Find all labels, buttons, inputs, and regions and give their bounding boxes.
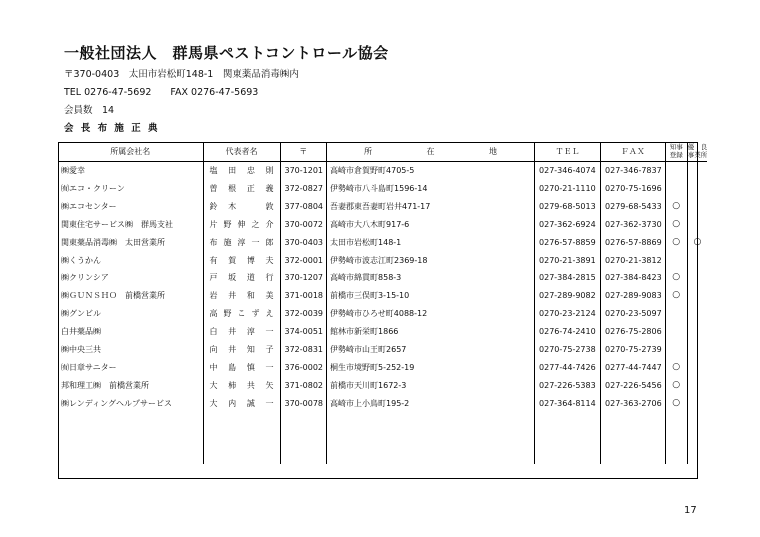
empty-cell [203, 430, 280, 447]
col-fax: ＦＡＸ [601, 142, 666, 162]
empty-cell [327, 430, 535, 447]
empty-cell [665, 413, 687, 430]
member-governor-registered-mark: ○ [665, 234, 687, 252]
member-address: 高崎市倉賀野町4705-5 [327, 162, 535, 180]
empty-cell [665, 430, 687, 447]
member-representative: 戸坂道行 [203, 269, 280, 287]
member-zip: 372-0831 [280, 341, 327, 359]
page-number: 17 [684, 505, 697, 516]
member-representative: 中島慎一 [203, 359, 280, 377]
empty-cell [535, 447, 601, 464]
member-company: 関東薬品消毒㈱ 太田営業所 [61, 237, 165, 247]
member-company: ㈱中央三共 [61, 345, 101, 355]
table-row [58, 305, 707, 323]
table-row [58, 234, 707, 252]
member-tel: 0279-68-5013 [535, 198, 601, 216]
member-company: ㈲日章サニター [61, 362, 117, 372]
member-representative: 大内誠一 [203, 395, 280, 413]
col-gov-line1: 知事 [669, 143, 683, 151]
member-fax: 027-363-2706 [601, 395, 666, 413]
member-company: ㈱愛幸 [61, 166, 85, 175]
member-address: 前橋市三俣町3-15-10 [327, 287, 535, 305]
member-zip: 371-0018 [280, 287, 327, 305]
table-row [58, 323, 707, 341]
member-excellent-business-mark [687, 323, 707, 341]
member-excellent-business-mark [687, 252, 707, 270]
member-zip: 371-0802 [280, 377, 327, 395]
empty-row [58, 413, 707, 430]
empty-cell [687, 413, 707, 430]
member-fax: 0276-75-2806 [601, 323, 666, 341]
member-fax: 0279-68-5433 [601, 198, 666, 216]
member-address: 伊勢崎市ひろせ町4088-12 [327, 305, 535, 323]
member-company: ㈱グンビル [61, 309, 101, 319]
member-excellent-business-mark [687, 162, 707, 180]
empty-cell [687, 447, 707, 464]
member-governor-registered-mark [665, 323, 687, 341]
member-representative: 片野伸之介 [203, 216, 280, 234]
empty-cell [601, 430, 666, 447]
empty-cell [601, 447, 666, 464]
member-governor-registered-mark: ○ [665, 287, 687, 305]
member-tel: 027-364-8114 [535, 395, 601, 413]
table-header-row [58, 142, 707, 162]
member-excellent-business-mark [687, 305, 707, 323]
member-company: 白井薬品㈱ [61, 327, 101, 337]
member-representative: 鈴木 敦 [203, 198, 280, 216]
member-count: 会員数 14 [64, 105, 115, 116]
empty-row [58, 430, 707, 447]
member-fax: 027-226-5456 [601, 377, 666, 395]
member-company: ㈱レンディングヘルプサービス [61, 398, 172, 408]
member-governor-registered-mark [665, 162, 687, 180]
member-address: 桐生市境野町5-252-19 [327, 359, 535, 377]
member-fax: 0276-57-8869 [601, 234, 666, 252]
empty-cell [203, 447, 280, 464]
member-address: 館林市新栄町1866 [327, 323, 535, 341]
member-company: ㈱くうかん [61, 255, 101, 265]
member-address: 高崎市上小鳥町195-2 [327, 395, 535, 413]
member-zip: 372-0039 [280, 305, 327, 323]
member-fax: 027-346-7837 [601, 162, 666, 180]
member-tel: 027-226-5383 [535, 377, 601, 395]
member-fax: 0270-75-2739 [601, 341, 666, 359]
member-company: ㈱エコセンター [61, 201, 117, 211]
table-row [58, 395, 707, 413]
member-governor-registered-mark: ○ [665, 395, 687, 413]
col-address-char-3: 地 [489, 147, 498, 156]
member-representative: 大柿共矢 [203, 377, 280, 395]
member-representative: 塩田忠則 [203, 162, 280, 180]
empty-cell [58, 413, 203, 430]
member-excellent-business-mark [687, 216, 707, 234]
member-address: 伊勢崎市八斗島町1596-14 [327, 180, 535, 198]
member-governor-registered-mark: ○ [665, 198, 687, 216]
empty-row [58, 447, 707, 464]
empty-cell [327, 447, 535, 464]
member-excellent-business-mark [687, 287, 707, 305]
table-row [58, 198, 707, 216]
col-representative: 代表者名 [203, 142, 280, 162]
col-governor-registration [665, 142, 687, 162]
member-company: ㈱クリンシア [61, 273, 109, 283]
member-excellent-business-mark [687, 198, 707, 216]
col-zip: 〒 [280, 142, 327, 162]
member-zip: 370-1207 [280, 269, 327, 287]
col-address-char-2: 在 [426, 147, 435, 156]
col-company: 所属会社名 [58, 142, 203, 162]
member-governor-registered-mark [665, 252, 687, 270]
member-excellent-business-mark [687, 395, 707, 413]
member-tel: 0270-21-1110 [535, 180, 601, 198]
member-excellent-business-mark [687, 359, 707, 377]
table-row [58, 216, 707, 234]
table-row [58, 252, 707, 270]
member-representative: 白井淳一 [203, 323, 280, 341]
chairman-line: 会 長 布 施 正 典 [64, 123, 160, 134]
empty-cell [58, 430, 203, 447]
association-address: 〒370-0403 太田市岩松町148-1 関東薬品消毒㈱内 [64, 69, 299, 80]
col-tel: ＴＥＬ [535, 142, 601, 162]
member-zip: 372-0827 [280, 180, 327, 198]
table-row [58, 180, 707, 198]
col-excellent-business [687, 142, 707, 162]
empty-cell [280, 413, 327, 430]
empty-cell [280, 430, 327, 447]
empty-cell [327, 413, 535, 430]
member-tel: 0270-75-2738 [535, 341, 601, 359]
member-representative: 布施淳一郎 [203, 234, 280, 252]
empty-cell [203, 413, 280, 430]
empty-cell [535, 430, 601, 447]
member-excellent-business-mark: ○ [687, 234, 707, 252]
col-address [327, 142, 535, 162]
member-fax: 027-289-9083 [601, 287, 666, 305]
empty-cell [58, 447, 203, 464]
member-fax: 0270-21-3812 [601, 252, 666, 270]
member-zip: 370-0072 [280, 216, 327, 234]
col-gov-line2: 登録 [669, 150, 683, 159]
member-address: 高崎市大八木町917-6 [327, 216, 535, 234]
member-company: ㈲エコ・クリーン [61, 183, 125, 193]
col-exc-line2: 事業所 [687, 150, 708, 159]
member-governor-registered-mark [665, 341, 687, 359]
member-tel: 027-346-4074 [535, 162, 601, 180]
table-row [58, 377, 707, 395]
member-representative: 向井知子 [203, 341, 280, 359]
member-fax: 0270-75-1696 [601, 180, 666, 198]
member-tel: 0276-57-8859 [535, 234, 601, 252]
member-excellent-business-mark [687, 269, 707, 287]
table-row [58, 287, 707, 305]
member-fax: 027-362-3730 [601, 216, 666, 234]
member-tel: 0277-44-7426 [535, 359, 601, 377]
empty-cell [665, 447, 687, 464]
member-fax: 0270-23-5097 [601, 305, 666, 323]
member-tel: 0270-23-2124 [535, 305, 601, 323]
member-zip: 374-0051 [280, 323, 327, 341]
member-fax: 027-384-8423 [601, 269, 666, 287]
member-governor-registered-mark: ○ [665, 269, 687, 287]
member-table [58, 142, 707, 464]
empty-cell [535, 413, 601, 430]
member-tel: 027-289-9082 [535, 287, 601, 305]
member-address: 伊勢崎市波志江町2369-18 [327, 252, 535, 270]
empty-cell [687, 430, 707, 447]
member-address: 高崎市綿貫町858-3 [327, 269, 535, 287]
member-zip: 370-0403 [280, 234, 327, 252]
member-governor-registered-mark: ○ [665, 216, 687, 234]
member-zip: 376-0002 [280, 359, 327, 377]
member-company: 関東住宅サービス㈱ 群馬支社 [61, 219, 173, 229]
member-representative: 高野こずえ [203, 305, 280, 323]
member-company: 邦和理工㈱ 前橋営業所 [61, 380, 149, 390]
member-representative: 曽根正義 [203, 180, 280, 198]
member-address: 前橋市天川町1672-3 [327, 377, 535, 395]
member-excellent-business-mark [687, 341, 707, 359]
member-company: ㈱ＧＵＮＳＨＯ 前橋営業所 [61, 291, 165, 301]
table-row [58, 162, 707, 180]
member-excellent-business-mark [687, 180, 707, 198]
empty-cell [601, 413, 666, 430]
member-address: 吾妻郡東吾妻町岩井471-17 [327, 198, 535, 216]
table-row [58, 269, 707, 287]
table-row [58, 359, 707, 377]
member-governor-registered-mark [665, 305, 687, 323]
col-address-char-1: 所 [364, 147, 373, 156]
member-tel: 027-362-6924 [535, 216, 601, 234]
member-tel: 0276-74-2410 [535, 323, 601, 341]
col-exc-line1: 優 良 [687, 143, 708, 151]
empty-cell [280, 447, 327, 464]
member-governor-registered-mark [665, 180, 687, 198]
member-tel: 027-384-2815 [535, 269, 601, 287]
member-zip: 372-0001 [280, 252, 327, 270]
table-row [58, 341, 707, 359]
member-zip: 370-1201 [280, 162, 327, 180]
member-address: 太田市岩松町148-1 [327, 234, 535, 252]
member-representative: 岩井和美 [203, 287, 280, 305]
member-tel: 0270-21-3891 [535, 252, 601, 270]
association-tel-fax: TEL 0276-47-5692 FAX 0276-47-5693 [64, 87, 259, 98]
member-zip: 377-0804 [280, 198, 327, 216]
association-title: 一般社団法人 群馬県ペストコントロール協会 [64, 44, 389, 62]
member-fax: 0277-44-7447 [601, 359, 666, 377]
member-excellent-business-mark [687, 377, 707, 395]
member-governor-registered-mark: ○ [665, 377, 687, 395]
member-zip: 370-0078 [280, 395, 327, 413]
member-address: 伊勢崎市山王町2657 [327, 341, 535, 359]
member-representative: 有賀博夫 [203, 252, 280, 270]
member-governor-registered-mark: ○ [665, 359, 687, 377]
